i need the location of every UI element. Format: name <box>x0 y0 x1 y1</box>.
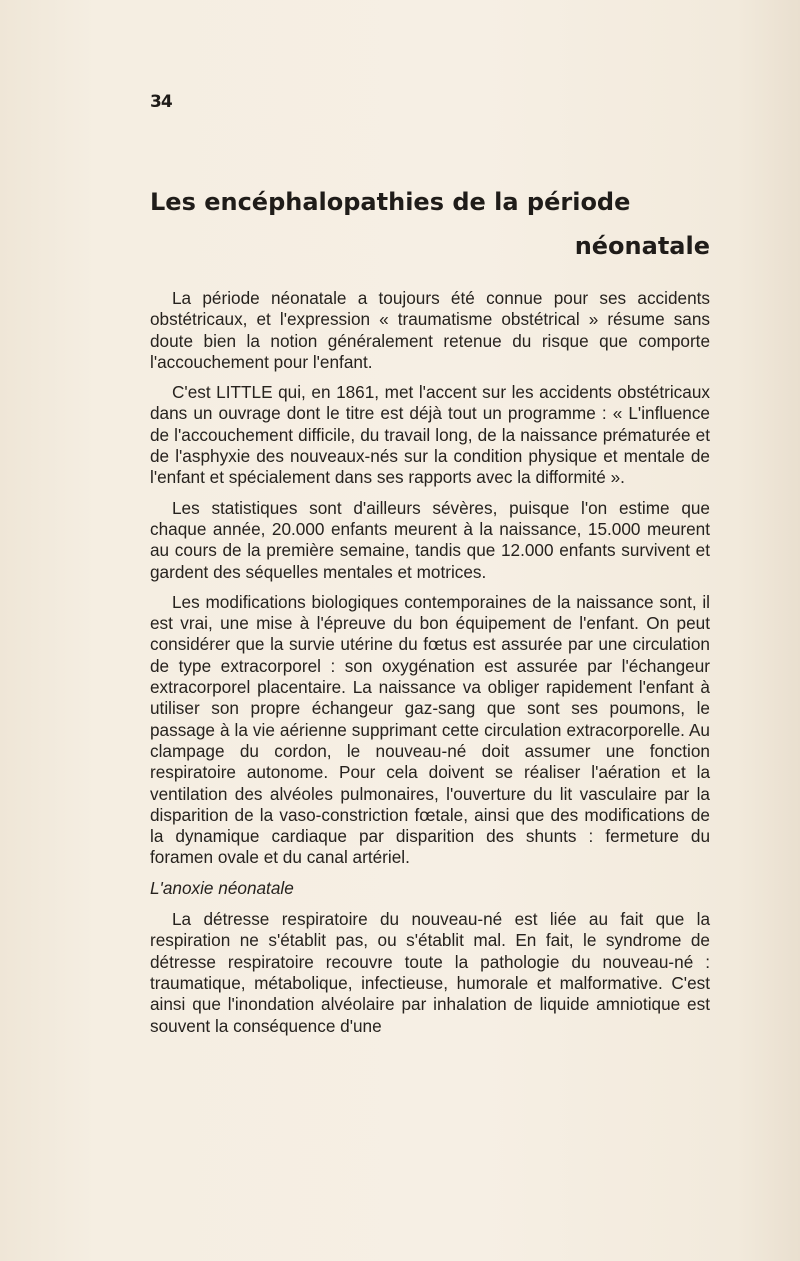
body-text <box>150 288 710 1046</box>
chapter-title-line-1: Les encéphalopathies de la période <box>150 188 631 216</box>
paragraph: La détresse respiratoire du nouveau-né est liée au fait que la respiration ne s'établit pas, ou s'établit mal. En fait, le syndrome de détresse respiratoire recouvre toute la pathologie du nouveau-né : traumatique, métabolique, infectieuse, humorale et malformative. C'est ainsi que l'inondation alvéolaire par inhalation de liquide amniotique est souvent la conséquence d'une <box>150 909 710 1036</box>
chapter-title <box>150 180 710 268</box>
paragraph: C'est LITTLE qui, en 1861, met l'accent sur les accidents obstétricaux dans un ouvrage dont le titre est déjà tout un programme : « L'influence de l'accouchement difficile, du travail long, de la naissance prématurée et de l'asphyxie des nouveaux-nés sur la condition physique et mentale de l'enfant et spécialement dans ses rapports avec la difformité ». <box>150 382 710 488</box>
paragraph: La période néonatale a toujours été connue pour ses accidents obstétricaux, et l'expression « traumatisme obstétrical » résume sans doute bien la notion généralement retenue du risque que comporte l'accouchement pour l'enfant. <box>150 288 710 372</box>
paragraph: Les statistiques sont d'ailleurs sévères, puisque l'on estime que chaque année, 20.000 enfants meurent à la naissance, 15.000 meurent au cours de la première semaine, tandis que 12.000 enfants survivent et gardent des séquelles mentales et motrices. <box>150 497 710 582</box>
section-heading: L'anoxie néonatale <box>150 877 294 898</box>
page-number: 34 <box>150 92 172 112</box>
paragraph: Les modifications biologiques contemporaines de la naissance sont, il est vrai, une mise à l'épreuve du bon équipement de l'enfant. On peut considérer que la survie utérine du fœtus est assurée par une circulation de type extracorporel : son oxygénation est assurée par l'échangeur extracorporel placentaire. La naissance va obliger rapidement l'enfant à utiliser son propre échangeur gaz-sang que sont ses poumons, le passage à la vie aérienne supprimant cette circulation extracorporelle. Au clampage du cordon, le nouveau-né doit assumer une fonction respiratoire autonome. Pour cela doivent se réaliser l'aération et la ventilation des alvéoles pulmonaires, l'ouverture du lit vasculaire par la disparition de la vaso-constriction fœtale, ainsi que des modifications de la dynamique cardiaque par disparition des shunts : fermeture du foramen ovale et du canal artériel. <box>150 591 710 868</box>
chapter-title-line-2: néonatale <box>574 232 710 260</box>
